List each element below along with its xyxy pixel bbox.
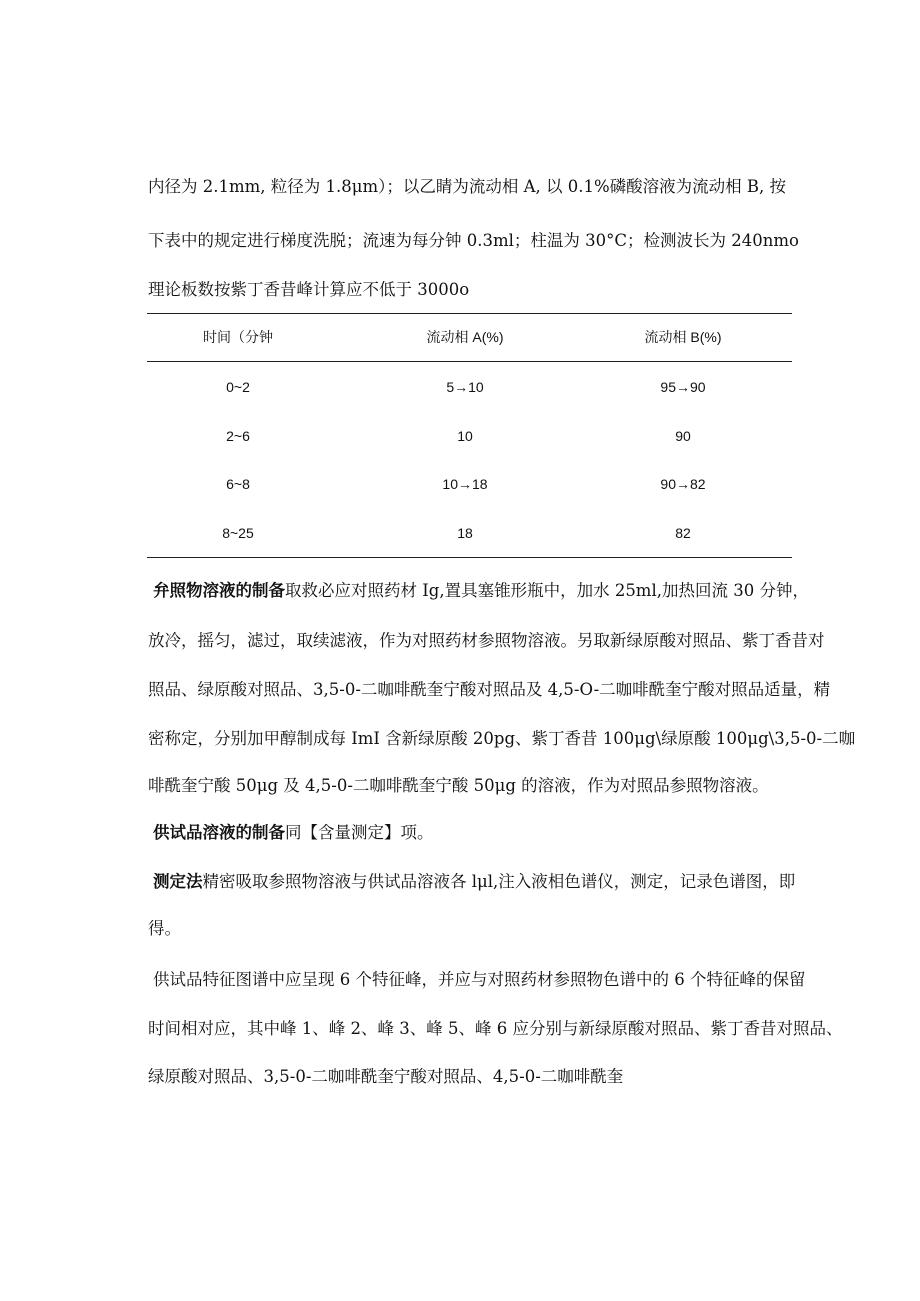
table-cell: 5→10 <box>446 379 484 395</box>
characteristic-line-1: 供试品特征图谱中应呈现 6 个特征峰，并应与对照药材参照物色谱中的 6 个特征峰的保留 <box>153 970 806 989</box>
table-cell: 18 <box>457 525 473 541</box>
intro-line-1: 内径为 2.1mm, 粒径为 1.8μm）；以乙睛为流动相 A, 以 0.1%磷酸溶液为流动相 B, 按 <box>148 177 787 196</box>
reference-line-1-text: 取救必应对照药材 Ig,置具塞锥形瓶中，加水 25ml,加热回流 30 分钟， <box>285 581 809 600</box>
method-title: 测定法 <box>153 872 203 891</box>
table-top-rule <box>147 313 792 314</box>
table-cell: 0~2 <box>226 379 250 395</box>
table-cell: 6~8 <box>226 476 250 492</box>
method-line-1-text: 精密吸取参照物溶液与供试品溶液各 lμl,注入液相色谱仪，测定，记录色谱图，即 <box>202 872 796 891</box>
characteristic-line-2: 时间相对应，其中峰 1、峰 2、峰 3、峰 5、峰 6 应分别与新绿原酸对照品、紫丁香昔对照品、 <box>148 1019 843 1038</box>
table-header-rule <box>147 361 792 362</box>
table-cell: 95→90 <box>660 379 706 395</box>
test-solution-title: 供试品溶液的制备 <box>153 823 285 842</box>
table-cell: 8~25 <box>222 525 254 541</box>
reference-line-5: 啡酰奎宁酸 50μg 及 4,5-0-二咖啡酰奎宁酸 50μg 的溶液，作为对照品参照物溶液。 <box>148 776 769 795</box>
table-cell: 10→18 <box>442 476 488 492</box>
method-line-2: 得。 <box>148 919 181 938</box>
table-header-phase-a: 流动相 A(%) <box>426 329 504 345</box>
characteristic-line-3: 绿原酸对照品、3,5-0-二咖啡酰奎宁酸对照品、4,5-0-二咖啡酰奎 <box>148 1067 624 1086</box>
reference-title: 弁照物溶液的制备 <box>153 581 285 600</box>
table-header-time: 时间（分钟 <box>203 329 273 345</box>
table-cell: 10 <box>457 428 473 444</box>
table-cell: 90→82 <box>660 476 706 492</box>
reference-line-2: 放冷，摇匀，滤过，取续滤液，作为对照药材参照物溶液。另取新绿原酸对照品、紫丁香昔对 <box>148 631 825 650</box>
reference-line-3: 照品、绿原酸对照品、3,5-0-二咖啡酰奎宁酸对照品及 4,5-O-二咖啡酰奎宁酸对照品适量，精 <box>148 680 831 699</box>
table-bottom-rule <box>147 557 792 558</box>
table-cell: 90 <box>675 428 691 444</box>
reference-line-4: 密称定，分别加甲醇制成每 ImI 含新绿原酸 20pg、紫丁香昔 100μg\绿原酸 100μg\3,5-0-二咖 <box>148 729 856 748</box>
test-solution-line <box>153 822 434 844</box>
method-line-1 <box>153 871 795 893</box>
reference-line-1 <box>153 580 809 602</box>
table-header-phase-b: 流动相 B(%) <box>644 329 722 345</box>
intro-line-2: 下表中的规定进行梯度洗脱；流速为每分钟 0.3ml；柱温为 30°C；检测波长为 240nmo <box>148 231 799 250</box>
table-cell: 82 <box>675 525 691 541</box>
intro-line-3: 理论板数按紫丁香昔峰计算应不低于 3000o <box>148 280 470 299</box>
table-cell: 2~6 <box>226 428 250 444</box>
test-solution-text: 同【含量测定】项。 <box>285 823 434 842</box>
